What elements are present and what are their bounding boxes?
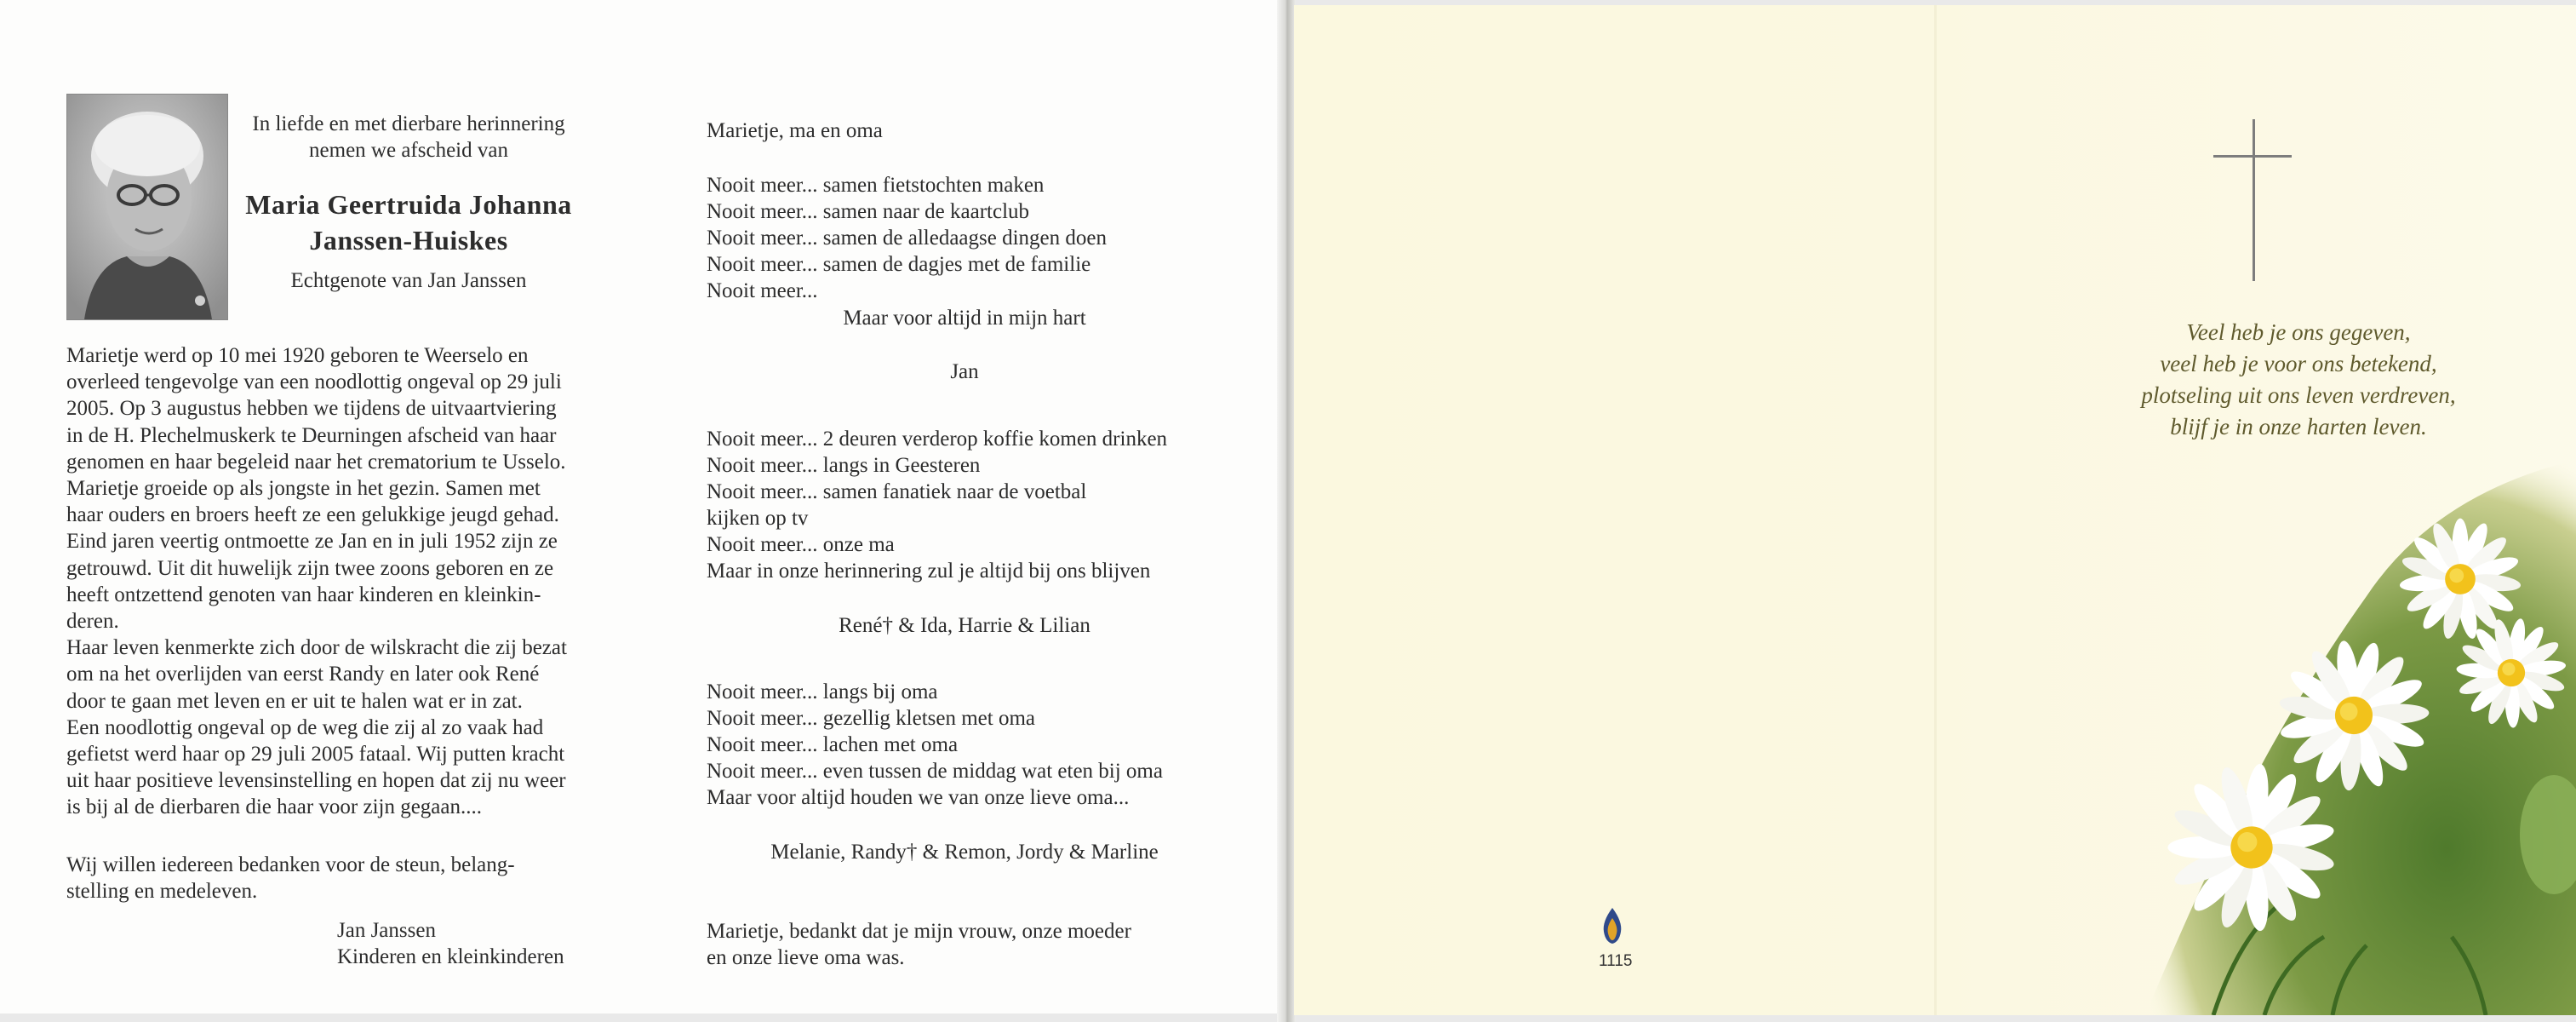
poem-line: Nooit meer... langs bij oma: [707, 680, 938, 703]
poem-line: Maar voor altijd houden we van onze lieve oma...: [707, 786, 1130, 809]
bio-line: gefietst werd haar op 29 juli 2005 fataal. Wij putten kracht: [66, 743, 565, 766]
poem-line: Nooit meer... samen fietstochten maken: [707, 174, 1045, 197]
poem-line: Nooit meer... samen de dagjes met de familie: [707, 253, 1091, 276]
portrait-photo: [66, 94, 228, 320]
intro-line-1: In liefde en met dierbare herinnering: [252, 112, 565, 135]
cover-crease: [1934, 5, 1937, 1015]
cross-icon-bar: [2213, 155, 2292, 158]
bio-line: Haar leven kenmerkte zich door de wilskracht die zij bezat: [66, 636, 567, 660]
poem-line: Nooit meer... samen de alledaagse dingen doen: [707, 227, 1107, 250]
bio-line: Eind jaren veertig ontmoette ze Jan en in juli 1952 zijn ze: [66, 530, 558, 554]
bio-line: Een noodlottig ongeval op de weg die zij al zo vaak had: [66, 715, 544, 739]
poem-line: kijken op tv: [707, 507, 809, 530]
poem-line: Nooit meer... langs in Geesteren: [707, 454, 981, 477]
bio-line: is bij al de dierbaren die haar voor zijn gegaan....: [66, 795, 483, 819]
poem-line: Nooit meer... lachen met oma: [707, 733, 959, 756]
card-number: 1115: [1599, 952, 1633, 970]
closing-line: Marietje, bedankt dat je mijn vrouw, onze moeder: [707, 920, 1131, 943]
bio-line: heeft ontzettend genoten van haar kinderen en kleinkin-: [66, 583, 541, 606]
thanks-paragraph: [66, 852, 582, 904]
poem-line: Maar in onze herinnering zul je altijd bij ons blijven: [707, 560, 1151, 583]
poem-line: Nooit meer... even tussen de middag wat eten bij oma: [707, 760, 1163, 783]
poem-line: Nooit meer... 2 deuren verderop koffie komen drinken: [707, 428, 1168, 451]
bio-line: in de H. Plechelmuskerk te Deurningen afscheid van haar: [66, 423, 557, 447]
thanks-line: Wij willen iedereen bedanken voor de steun, belang-: [66, 853, 515, 876]
poem-signature: René† & Ida, Harrie & Lilian: [839, 614, 1091, 637]
poem-line: Nooit meer... samen naar de kaartclub: [707, 200, 1030, 223]
bio-line: om na het overlijden van eerst Randy en later ook René: [66, 663, 540, 686]
bio-line: overleed tengevolge van een noodlottig ongeval op 29 juli: [66, 370, 562, 394]
signature-line-1: Jan Janssen: [337, 919, 436, 942]
poem-signature: Jan: [950, 360, 979, 383]
bio-line: Marietje groeide op als jongste in het gezin. Samen met: [66, 477, 541, 501]
biography: [66, 342, 582, 821]
verse: [2060, 317, 2537, 443]
verse-line: Veel heb je ons gegeven,: [2186, 319, 2411, 345]
bio-line: Marietje werd op 10 mei 1920 geboren te Weerselo en: [66, 344, 529, 367]
bio-line: getrouwd. Uit dit huwelijk zijn twee zoons geboren en ze: [66, 556, 554, 580]
poem-signature: Melanie, Randy† & Remon, Jordy & Marline: [770, 841, 1159, 864]
bio-line: uit haar positieve levensinstelling en hopen dat zij nu weer: [66, 769, 566, 793]
poem-line: Nooit meer... samen fanatiek naar de voetbal: [707, 480, 1087, 503]
bio-line: door te gaan met leven en er uit te halen wat er in zat.: [66, 689, 523, 713]
verse-line: veel heb je voor ons betekend,: [2160, 351, 2437, 376]
daisy-flowers-illustration: [2111, 460, 2576, 1015]
verse-line: plotseling uit ons leven verdreven,: [2141, 382, 2456, 408]
poem-close: Maar voor altijd in mijn hart: [843, 307, 1086, 330]
cross-icon: [2253, 119, 2255, 281]
thanks-line: stelling en medeleven.: [66, 880, 258, 904]
card-fold: [1277, 0, 1296, 1022]
intro-line-2: nemen we afscheid van: [309, 139, 508, 162]
verse-line: blijf je in onze harten leven.: [2170, 414, 2427, 439]
bio-line: haar ouders en broers heeft ze een gelukkige jeugd gehad.: [66, 503, 559, 527]
closing-line: en onze lieve oma was.: [707, 946, 905, 969]
spouse-line: Echtgenote van Jan Janssen: [290, 269, 527, 292]
deceased-name-line-1: Maria Geertruida Johanna: [245, 189, 572, 220]
poem-line: Nooit meer... gezellig kletsen met oma: [707, 707, 1035, 730]
deceased-name-line-2: Janssen-Huiskes: [309, 225, 508, 256]
bio-line: deren.: [66, 610, 119, 634]
flame-logo-icon: [1597, 906, 1628, 950]
poem-line: Nooit meer...: [707, 279, 818, 302]
bio-line: genomen en haar begeleid naar het crematorium te Usselo.: [66, 450, 566, 474]
poem-greeting: Marietje, ma en oma: [707, 119, 883, 142]
bio-line: 2005. Op 3 augustus hebben we tijdens de uitvaartviering: [66, 397, 557, 421]
signature-line-2: Kinderen en kleinkinderen: [337, 945, 564, 968]
poem-line: Nooit meer... onze ma: [707, 533, 895, 556]
